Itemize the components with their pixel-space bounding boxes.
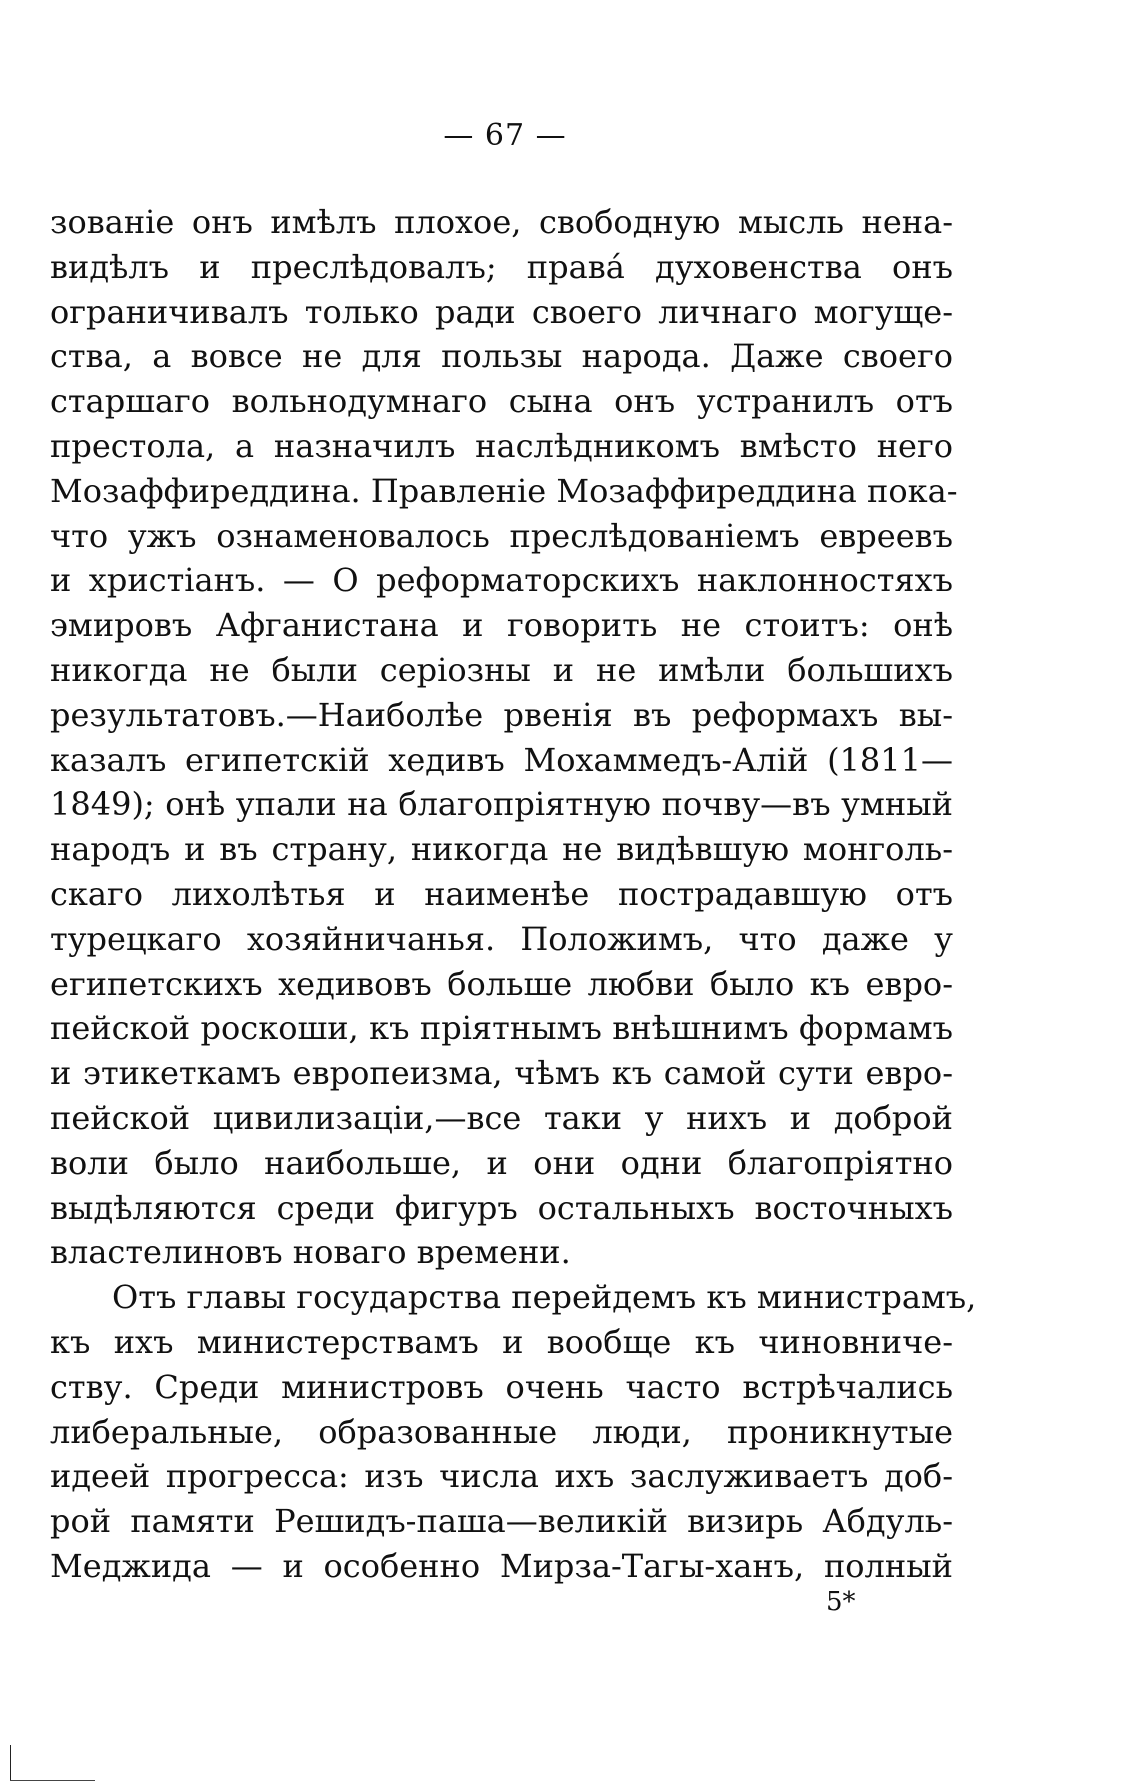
margin-rule	[10, 1780, 95, 1781]
text-line: ства, а вовсе не для пользы народа. Даже своего	[50, 337, 953, 376]
text-line: идеей прогресса: изъ числа ихъ заслуживаетъ доб-	[50, 1457, 953, 1496]
text-line: ству. Среди министровъ очень часто встрѣчались	[50, 1367, 953, 1406]
text-line: пейской цивилизаціи,—все таки у нихъ и доброй	[50, 1098, 953, 1137]
text-line: выдѣляются среди фигуръ остальныхъ восточныхъ	[50, 1188, 953, 1227]
text-line: турецкаго хозяйничанья. Положимъ, что даже у	[50, 919, 953, 958]
text-line: народъ и въ страну, никогда не видѣвшую монголь-	[50, 830, 953, 869]
text-line: результатовъ.—Наиболѣе рвенія въ реформахъ вы-	[50, 695, 953, 734]
text-line: ограничивалъ только ради своего личнаго могуще-	[50, 292, 953, 331]
text-line: видѣлъ и преслѣдовалъ; права́ духовенства онъ	[50, 247, 953, 286]
text-line: рой памяти Решидъ-паша—великій визирь Абдуль-	[50, 1502, 953, 1541]
paragraph-start-line: Отъ главы государства перейдемъ къ министрамъ,	[112, 1278, 977, 1317]
margin-mark	[10, 1745, 11, 1781]
text-line: скаго лихолѣтья и наименѣе пострадавшую отъ	[50, 874, 953, 913]
text-line: 1849); онѣ упали на благопріятную почву—въ умный	[50, 785, 953, 824]
text-line: Мозаффиреддина. Правленіе Мозаффиреддина пока-	[50, 471, 958, 510]
text-line: престола, а назначилъ наслѣдникомъ вмѣсто него	[50, 426, 953, 465]
text-line: никогда не были серіозны и не имѣли большихъ	[50, 650, 953, 689]
text-line: зованіе онъ имѣлъ плохое, свободную мысль нена-	[50, 203, 953, 241]
text-line: египетскихъ хедивовъ больше любви было къ евро-	[50, 964, 953, 1003]
body-text	[50, 200, 977, 1589]
text-line: эмировъ Афганистана и говорить не стоитъ: онѣ	[50, 606, 953, 645]
paragraph-end-line: властелиновъ новаго времени.	[50, 1233, 571, 1272]
text-line: казалъ египетскій хедивъ Мохаммедъ-Алій (1811—	[50, 740, 953, 779]
text-line: пейской роскоши, къ пріятнымъ внѣшнимъ формамъ	[50, 1009, 953, 1048]
text-line: и христіанъ. — О реформаторскихъ наклонностяхъ	[50, 561, 953, 600]
text-line: либеральные, образованные люди, проникнутые	[50, 1412, 953, 1451]
text-line: къ ихъ министерствамъ и вообще къ чиновниче-	[50, 1322, 953, 1361]
text-line: что ужъ ознаменовалось преслѣдованіемъ евреевъ	[50, 516, 953, 555]
text-line: старшаго вольнодумнаго сына онъ устранилъ отъ	[50, 382, 953, 421]
page-number: — 67 —	[443, 118, 567, 153]
text-line: Меджида — и особенно Мирза-Тагы-ханъ, полный	[50, 1546, 953, 1585]
signature-mark: 5*	[826, 1587, 856, 1617]
text-line: и этикеткамъ европеизма, чѣмъ къ самой сути евро-	[50, 1054, 953, 1093]
text-line: воли было наибольше, и они одни благопріятно	[50, 1143, 953, 1182]
